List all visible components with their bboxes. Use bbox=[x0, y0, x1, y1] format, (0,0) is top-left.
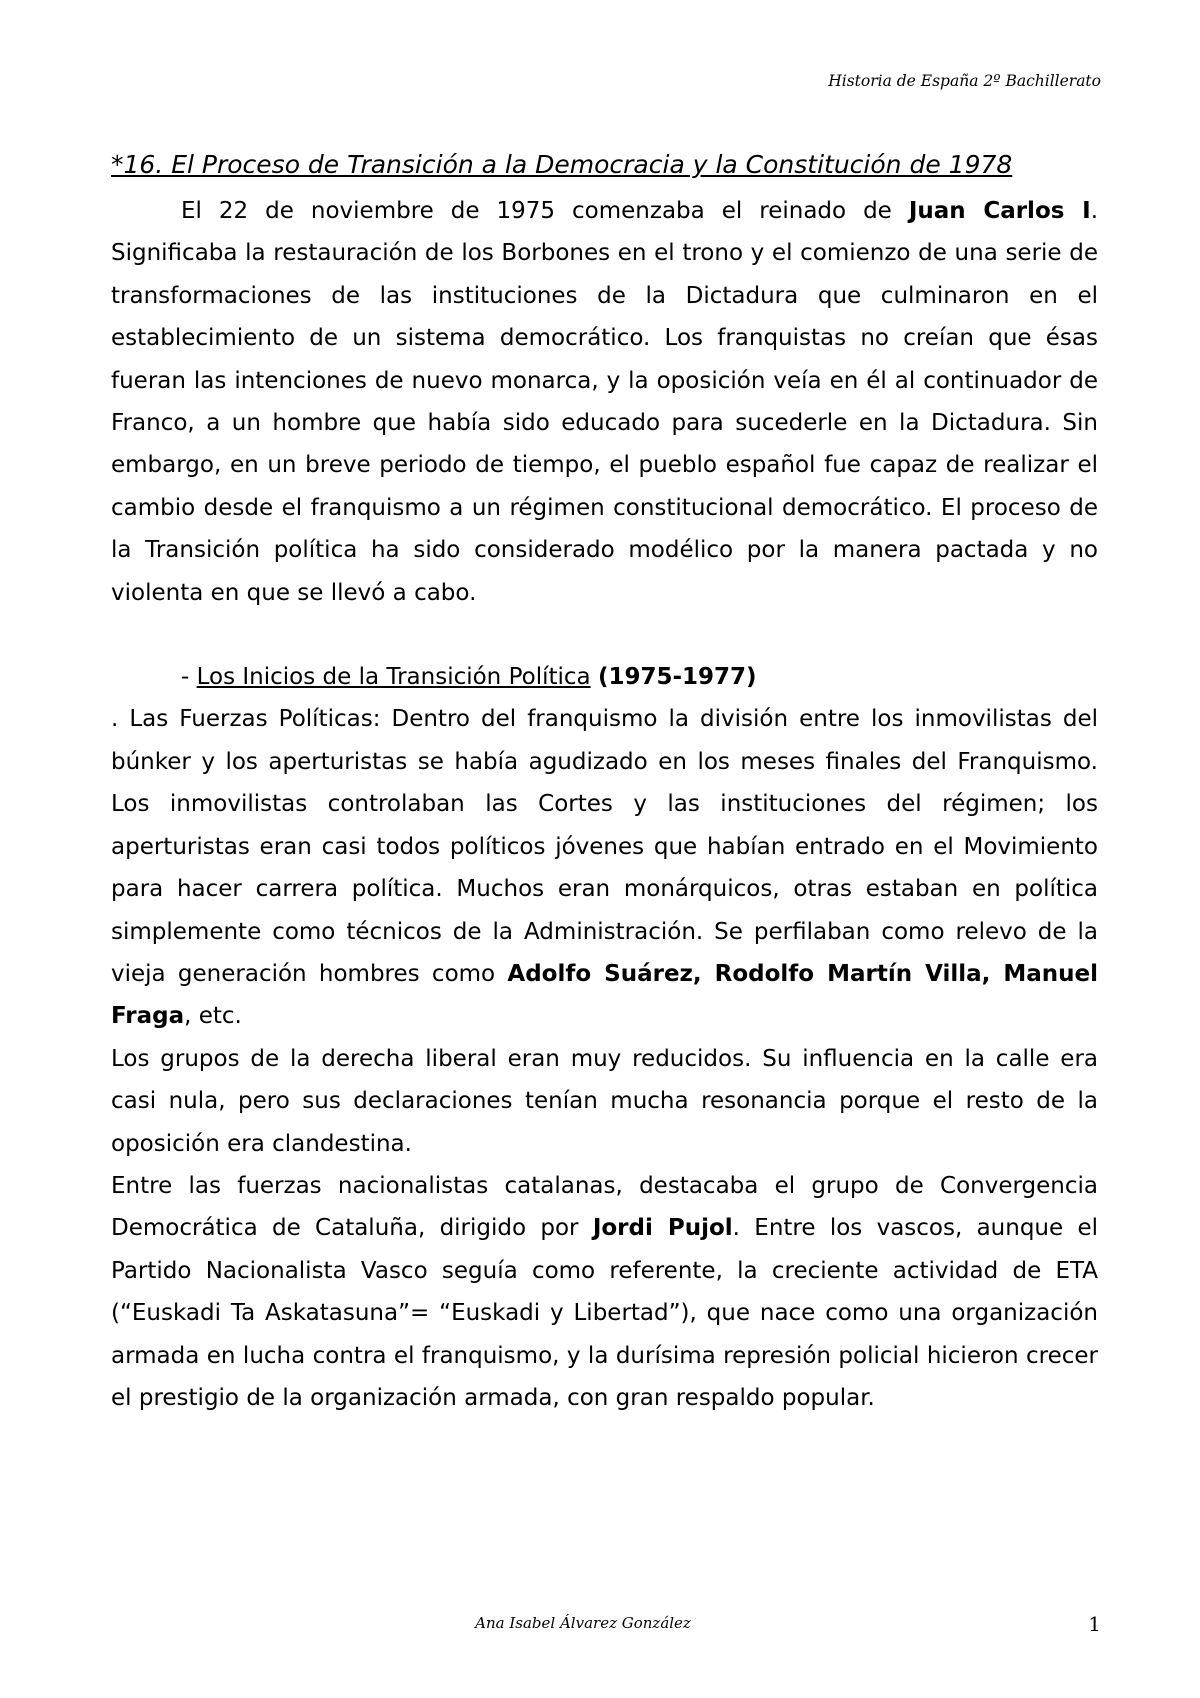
forces-text-1: . Las Fuerzas Políticas: Dentro del franquismo la división entre los inmovilistas del búnker y los aperturistas se había agudizado en los meses finales del Franquismo. Los inmovilistas controlaban las Cortes y las instituciones del régimen; los aperturistas eran casi todos políticos jóvenes que habían entrado en el Movimiento para hacer carrera política. Muchos eran monárquicos, otras estaban en política simplemente como técnicos de la Administración. Se perfilaban como relevo de la vieja generación hombres como bbox=[111, 706, 1098, 987]
nationalist-paragraph bbox=[111, 1165, 1098, 1419]
political-forces-paragraph bbox=[111, 698, 1098, 1037]
nationalist-text-1: Entre las fuerzas nacionalistas catalanas, destacaba el grupo de Convergencia Democrática de Cataluña, dirigido por bbox=[111, 1172, 1098, 1242]
intro-bold-juan-carlos: Juan Carlos I bbox=[908, 198, 1091, 224]
intro-text-2: . Significaba la restauración de los Borbones en el trono y el comienzo de una serie de transformaciones de las instituciones de la Dictadura que culminaron en el establecimiento de un sistema democrático. Los franquistas no creían que ésas fueran las intenciones de nuevo monarca, y la oposición veía en él al continuador de Franco, a un hombre que había sido educado para sucederle en la Dictadura. Sin embargo, en un breve periodo de tiempo, el pueblo español fue capaz de realizar el cambio desde el franquismo a un régimen constitucional democrático. El proceso de la Transición política ha sido considerado modélico por la manera pactada y no violenta en que se llevó a cabo. bbox=[111, 198, 1098, 606]
nationalist-text-2: . Entre los vascos, aunque el Partido Nacionalista Vasco seguía como referente, la creciente actividad de ETA (“Euskadi Ta Askatasuna”= “Euskadi y Libertad”), que nace como una organización armada en lucha contra el franquismo, y la durísima represión policial hicieron crecer el prestigio de la organización armada, con gran respaldo popular. bbox=[111, 1215, 1099, 1411]
forces-bold-names: Adolfo Suárez, Rodolfo Martín Villa, Manuel Fraga bbox=[111, 960, 1098, 1030]
section-space bbox=[591, 664, 598, 690]
forces-text-2: , etc. bbox=[184, 1003, 242, 1030]
page-number: 1 bbox=[1088, 1612, 1101, 1636]
section-heading bbox=[111, 656, 1098, 698]
intro-paragraph bbox=[111, 190, 1098, 614]
nationalist-bold-pujol: Jordi Pujol bbox=[592, 1215, 733, 1242]
document-body bbox=[111, 140, 1098, 1419]
section-years: (1975-1977) bbox=[597, 664, 757, 691]
intro-text-1: El 22 de noviembre de 1975 comenzaba el reinado de bbox=[181, 198, 909, 224]
section-label: Los Inicios de la Transición Política bbox=[196, 664, 591, 691]
footer-author: Ana Isabel Álvarez González bbox=[475, 1614, 691, 1632]
running-header: Historia de España 2º Bachillerato bbox=[828, 72, 1101, 90]
document-title: *16. El Proceso de Transición a la Democracia y la Constitución de 1978 bbox=[111, 150, 1013, 179]
liberal-right-paragraph: Los grupos de la derecha liberal eran muy reducidos. Su influencia en la calle era casi nula, pero sus declaraciones tenían mucha resonancia porque el resto de la oposición era clandestina. bbox=[111, 1045, 1098, 1157]
section-dash: - bbox=[181, 664, 197, 691]
